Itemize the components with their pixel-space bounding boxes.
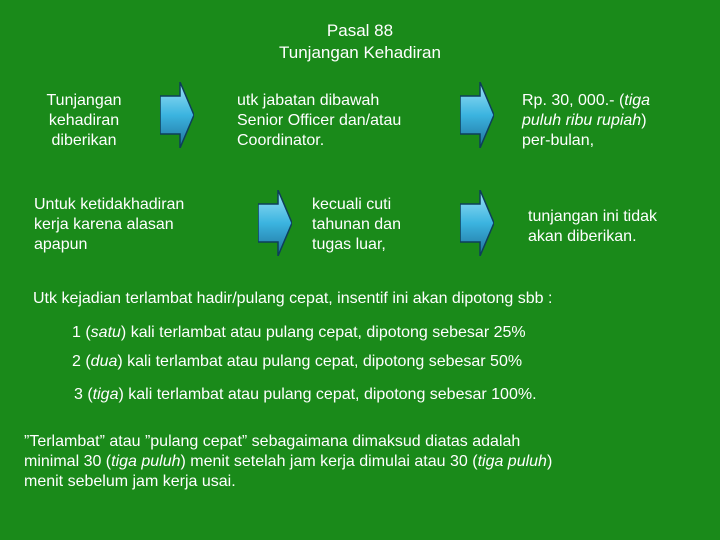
arrow-right-icon	[258, 190, 292, 256]
page-title	[0, 20, 720, 64]
row2-col1: Untuk ketidakhadiran kerja karena alasan apapun	[34, 196, 185, 253]
row1-col2: utk jabatan dibawah Senior Officer dan/atau Coordinator.	[237, 92, 402, 149]
arrow-right-icon	[460, 190, 494, 256]
row1-col3: Rp. 30, 000.- (tiga puluh ribu rupiah) per-bulan,	[522, 92, 651, 149]
row2-col3: tunjangan ini tidak akan diberikan.	[528, 208, 657, 245]
late-intro: Utk kejadian terlambat hadir/pulang cepat, insentif ini akan dipotong sbb :	[33, 290, 553, 307]
arrow-right-icon	[460, 82, 494, 148]
rule-item-3: 3 (tiga) kali terlambat atau pulang cepat, dipotong sebesar 100%.	[74, 386, 537, 403]
rule-item-1: 1 (satu) kali terlambat atau pulang cepat, dipotong sebesar 25%	[72, 324, 526, 341]
arrow-right-icon	[160, 82, 194, 148]
definition-paragraph: ”Terlambat” atau ”pulang cepat” sebagaimana dimaksud diatas adalah minimal 30 (tiga puluh) menit setelah jam kerja dimulai atau 30 (tiga puluh) menit sebelum jam kerja usai.	[24, 433, 553, 490]
row2-col2: kecuali cuti tahunan dan tugas luar,	[312, 196, 401, 253]
title-line-2: Tunjangan Kehadiran	[279, 43, 441, 62]
rule-item-2: 2 (dua) kali terlambat atau pulang cepat, dipotong sebesar 50%	[72, 353, 523, 370]
title-line-1: Pasal 88	[326, 21, 394, 40]
row1-col1: Tunjangan kehadiran diberikan	[46, 92, 122, 149]
